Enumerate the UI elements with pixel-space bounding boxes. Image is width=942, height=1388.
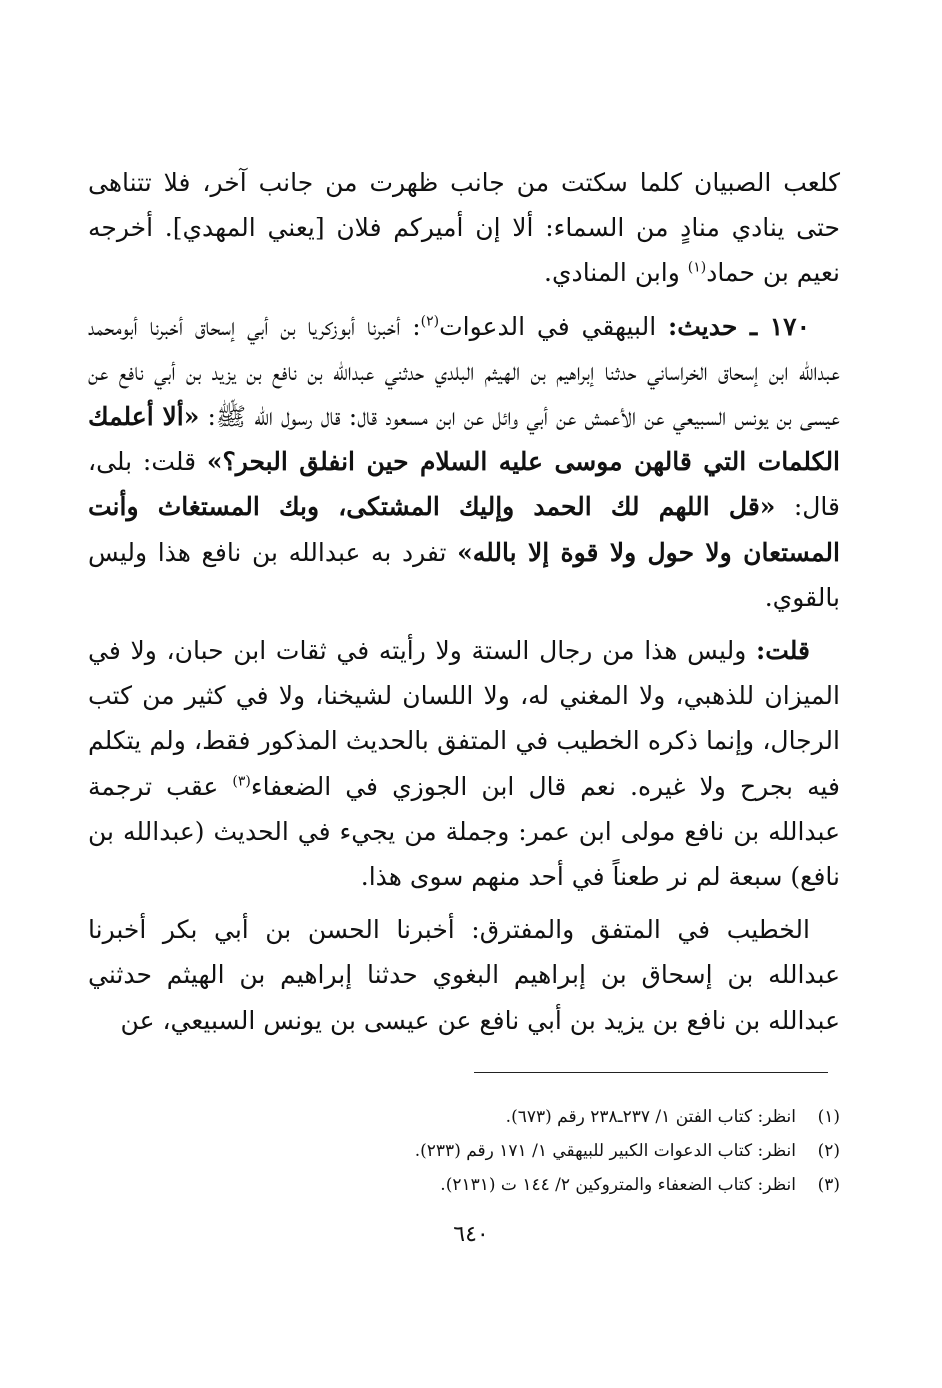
hadith-source: البيهقي في الدعوات (439, 311, 668, 341)
footnotes (100, 1100, 840, 1202)
page-number: ٦٤٠ (453, 1222, 489, 1247)
footnote-number: (١) (817, 1107, 840, 1127)
footnote-ref-3: (٣) (232, 773, 251, 790)
footnote-number: (٣) (817, 1175, 840, 1195)
paragraph-1-text: كلعب الصبيان كلما سكتت من جانب ظهرت من جانب آخر، فلا تتناهى حتى ينادي منادٍ من السماء: ألا إن أميركم فلان [يعني المهدي]. أخرجه نعيم بن حماد (88, 168, 840, 288)
page-body (88, 160, 840, 1051)
hadith-quote-2: «قل اللهم لك الحمد وإليك المشتكى، وبك المستغاث وأنت المستعان ولا حول ولا قوة إلا بالله» (88, 492, 840, 567)
footnote-number: (٢) (817, 1141, 840, 1161)
footnote-ref-2: (٢) (420, 313, 440, 330)
paragraph-1-end: وابن المنادي. (544, 258, 688, 288)
paragraph-1 (88, 160, 840, 296)
hadith-chain: : أخبرنا أبوزكريا بن أبي إسحاق أخبرنا أبومحمد عبدالله ابن إسحاق الخراساني حدثنا إبراهيم بن الهيثم البلدي حدثني عبدالله بن نافع بن يزيد بن أبي نافع عن عيسى بن يونس السبيعي عن الأعمش عن أبي وائل عن ابن مسعود قال: قال رسول الله ﷺ: (88, 311, 840, 432)
footnote-text: انظر: كتاب الضعفاء والمتروكين ٢/ ١٤٤ ت (٢١٣١). (440, 1175, 796, 1195)
footnote-3 (100, 1168, 840, 1202)
hadith-170-paragraph (88, 304, 840, 620)
author-note-text-end: عقب ترجمة عبدالله بن نافع مولى ابن عمر: وجملة من يجيء في الحديث (عبدالله بن نافع) سبعة لم نر طعناً في أحد منهم سوى هذا. (88, 771, 840, 892)
footnote-ref-1: (١) (687, 260, 707, 277)
footnote-separator (474, 1072, 828, 1073)
footnote-text: انظر: كتاب الفتن ١/ ٢٣٧ـ٢٣٨ رقم (٦٧٣). (505, 1107, 796, 1127)
hadith-reply: قلت: بلى، قال: (88, 447, 840, 522)
hadith-comment: تفرد به عبدالله بن نافع هذا وليس بالقوي. (88, 537, 840, 612)
paragraph-4 (88, 907, 840, 1043)
footnote-1 (100, 1100, 840, 1134)
paragraph-4-text: الخطيب في المتفق والمفترق: أخبرنا الحسن بن أبي بكر أخبرنا عبدالله بن إسحاق بن إبراهيم البغوي حدثنا إبراهيم بن الهيثم حدثني عبدالله بن نافع بن يزيد بن أبي نافع عن عيسى بن يونس السبيعي، عن (88, 915, 840, 1035)
footnote-text: انظر: كتاب الدعوات الكبير للبيهقي ١/ ١٧١ رقم (٢٣٣). (414, 1141, 796, 1161)
author-note-lead: قلت: (755, 636, 810, 666)
author-note-text: وليس هذا من رجال الستة ولا رأيته في ثقات ابن حبان، ولا في الميزان للذهبي، ولا المغني له، ولا اللسان لشيخنا، ولا في كثير من كتب الرجال، وإنما ذكره الخطيب في المتفق بالحديث المذكور فقط، ولم يتكلم فيه بجرح ولا غيره. نعم قال ابن الجوزي في الضعفاء (88, 636, 840, 801)
footnote-2 (100, 1134, 840, 1168)
hadith-number-heading: ١٧٠ ـ حديث: (667, 311, 811, 341)
hadith-quote-1: «ألا أعلمك الكلمات التي قالهن موسى عليه السلام حين انفلق البحر؟» (88, 402, 841, 477)
author-note-paragraph (88, 628, 840, 899)
